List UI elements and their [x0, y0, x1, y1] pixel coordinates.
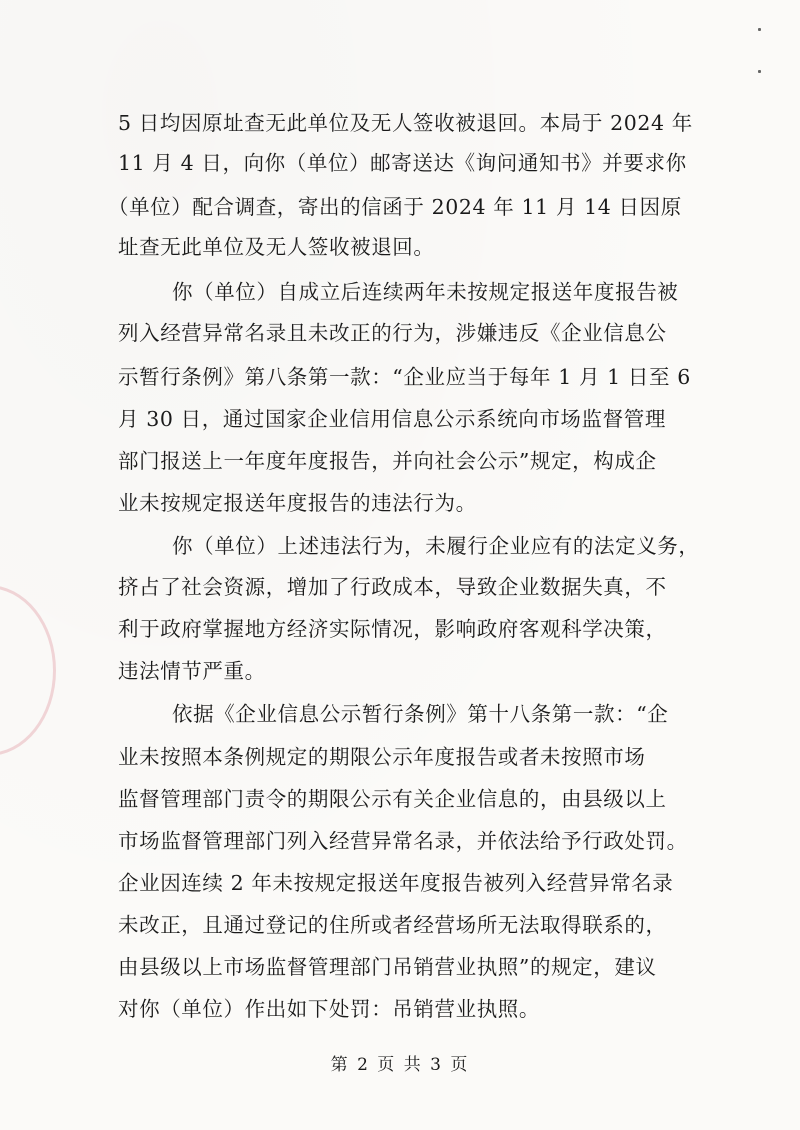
body-line-2: 11 月 4 日，向你（单位）邮寄送达《询问通知书》并要求你 — [118, 151, 687, 175]
body-line-21: 由县级以上市场监督管理部门吊销营业执照”的规定，建议 — [118, 955, 657, 979]
body-line-5: 你（单位）自成立后连续两年未按规定报送年度报告被 — [172, 280, 679, 304]
body-line-1: 5 日均因原址查无此单位及无人签收被退回。本局于 2024 年 — [118, 111, 693, 135]
body-line-11: 你（单位）上述违法行为，未履行企业应有的法定义务， — [172, 534, 700, 558]
body-line-4: 址查无此单位及无人签收被退回。 — [118, 235, 435, 259]
body-line-20: 未改正，且通过登记的住所或者经营场所无法取得联系的， — [118, 913, 667, 937]
faint-official-seal — [0, 585, 56, 756]
body-line-16: 业未按照本条例规定的期限公示年度报告或者未按照市场 — [118, 745, 646, 769]
body-line-10: 业未按规定报送年度报告的违法行为。 — [118, 491, 477, 515]
body-line-12: 挤占了社会资源，增加了行政成本，导致企业数据失真，不 — [118, 575, 667, 599]
body-line-7: 示暂行条例》第八条第一款：“企业应当于每年 1 月 1 日至 6 — [118, 365, 691, 389]
body-line-14: 违法情节严重。 — [118, 659, 266, 683]
body-line-6: 列入经营异常名录且未改正的行为，涉嫌违反《企业信息公 — [118, 321, 667, 345]
scan-mark-second — [758, 70, 761, 73]
body-line-3: （单位）配合调查，寄出的信函于 2024 年 11 月 14 日因原 — [108, 195, 682, 219]
scan-mark-top — [758, 28, 761, 31]
body-line-19: 企业因连续 2 年未按规定报送年度报告被列入经营异常名录 — [118, 871, 674, 895]
body-line-17: 监督管理部门责令的期限公示有关企业信息的，由县级以上 — [118, 787, 667, 811]
body-line-13: 利于政府掌握地方经济实际情况，影响政府客观科学决策， — [118, 617, 667, 641]
body-line-8: 月 30 日，通过国家企业信用信息公示系统向市场监督管理 — [118, 407, 666, 431]
body-line-22: 对你（单位）作出如下处罚：吊销营业执照。 — [118, 997, 540, 1021]
body-line-9: 部门报送上一年度年度报告，并向社会公示”规定，构成企 — [118, 449, 657, 473]
page-number-footer: 第 2 页 共 3 页 — [330, 1055, 470, 1075]
body-line-18: 市场监督管理部门列入经营异常名录，并依法给予行政处罚。 — [118, 829, 688, 853]
body-line-15: 依据《企业信息公示暂行条例》第十八条第一款：“企 — [172, 702, 669, 726]
